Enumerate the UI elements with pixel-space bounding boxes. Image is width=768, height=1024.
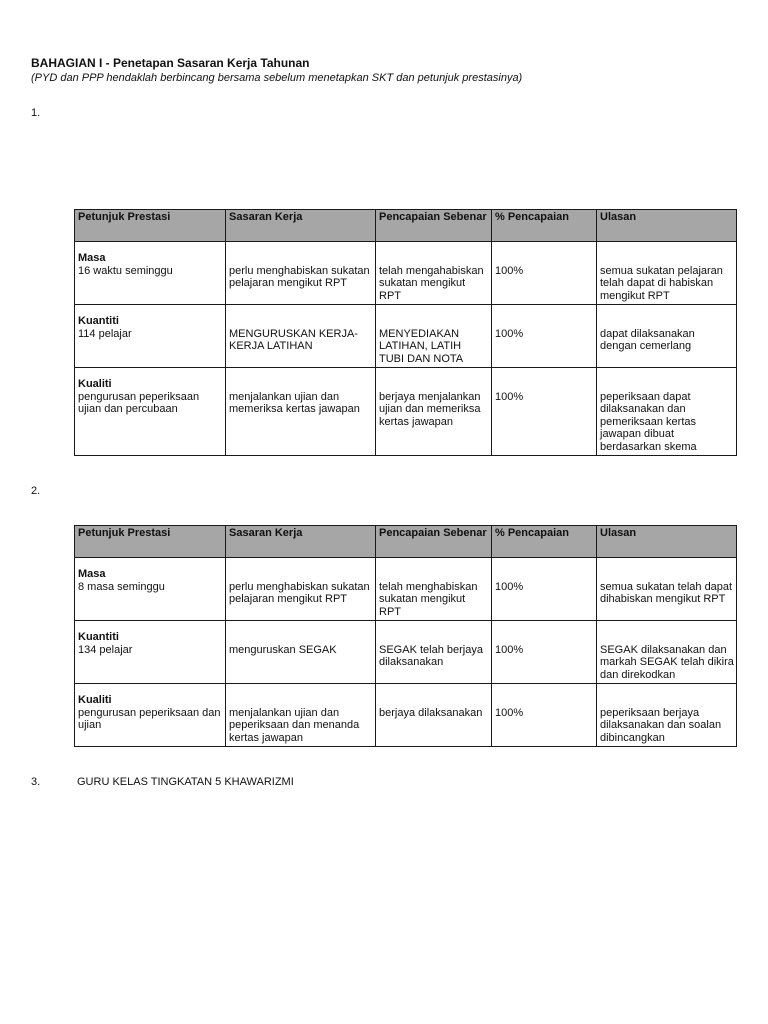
remark-text: peperiksaan dapat dilaksanakan dan pemeriksaan kertas jawapan dibuat berdasarkan skema (600, 390, 697, 453)
percent-text: 100% (495, 706, 524, 719)
skt-table-1 (74, 209, 737, 456)
target-cell (226, 242, 376, 305)
skt-table-2 (74, 525, 737, 747)
percent-text: 100% (495, 390, 524, 403)
target-cell (226, 305, 376, 368)
target-cell (226, 368, 376, 456)
remark-text: SEGAK dilaksanakan dan markah SEGAK telah dikira dan direkodkan (600, 643, 734, 681)
table-row (75, 621, 737, 684)
remark-text: peperiksaan berjaya dilaksanakan dan soalan dibincangkan (600, 706, 722, 744)
achievement-text: SEGAK telah berjaya dilaksanakan (379, 643, 483, 668)
remark-text: semua sukatan pelajaran telah dapat di habiskan mengikut RPT (600, 264, 723, 302)
table-header-row (75, 526, 737, 558)
table-header-row (75, 210, 737, 242)
target-text: perlu menghabiskan sukatan pelajaran mengikut RPT (229, 580, 370, 605)
target-cell (226, 621, 376, 684)
achievement-cell (376, 558, 492, 621)
header-percent: % Pencapaian (492, 526, 597, 558)
item-number-2: 2. (31, 485, 41, 497)
percent-cell (492, 242, 597, 305)
indicator-text: 134 pelajar (78, 643, 133, 656)
header-petunjuk: Petunjuk Prestasi (75, 526, 226, 558)
table-row (75, 368, 737, 456)
indicator-cell (75, 621, 226, 684)
indicator-cell (75, 558, 226, 621)
achievement-text: berjaya menjalankan ujian dan memeriksa kertas jawapan (379, 390, 481, 428)
indicator-text: pengurusan peperiksaan ujian dan percubaan (78, 390, 200, 415)
header-pencapaian: Pencapaian Sebenar (376, 526, 492, 558)
row-category-label: Masa (78, 568, 106, 580)
achievement-text: MENYEDIAKAN LATIHAN, LATIH TUBI DAN NOTA (379, 327, 464, 365)
remark-text: semua sukatan telah dapat dihabiskan mengikut RPT (600, 580, 733, 605)
remark-cell (597, 305, 737, 368)
table-row (75, 684, 737, 747)
item-number-1: 1. (31, 107, 41, 119)
percent-text: 100% (495, 327, 524, 340)
percent-cell (492, 368, 597, 456)
row-category-label: Kualiti (78, 694, 112, 706)
header-petunjuk: Petunjuk Prestasi (75, 210, 226, 242)
section-subtitle: (PYD dan PPP hendaklah berbincang bersama sebelum menetapkan SKT dan petunjuk prestasinya) (31, 72, 523, 84)
achievement-cell (376, 368, 492, 456)
remark-cell (597, 368, 737, 456)
row-category-label: Kualiti (78, 378, 112, 390)
remark-cell (597, 621, 737, 684)
remark-cell (597, 558, 737, 621)
target-text: menguruskan SEGAK (229, 643, 337, 656)
indicator-cell (75, 684, 226, 747)
achievement-cell (376, 305, 492, 368)
remark-cell (597, 684, 737, 747)
achievement-cell (376, 242, 492, 305)
target-text: menjalankan ujian dan memeriksa kertas jawapan (229, 390, 360, 415)
percent-text: 100% (495, 643, 524, 656)
achievement-cell (376, 684, 492, 747)
item-number-3: 3. (31, 776, 41, 788)
header-pencapaian: Pencapaian Sebenar (376, 210, 492, 242)
target-cell (226, 558, 376, 621)
percent-cell (492, 621, 597, 684)
indicator-cell (75, 368, 226, 456)
header-percent: % Pencapaian (492, 210, 597, 242)
section-title: BAHAGIAN I - Penetapan Sasaran Kerja Tahunan (31, 56, 310, 70)
row-category-label: Kuantiti (78, 631, 119, 643)
header-ulasan: Ulasan (597, 210, 737, 242)
target-text: perlu menghabiskan sukatan pelajaran mengikut RPT (229, 264, 370, 289)
percent-text: 100% (495, 264, 524, 277)
header-sasaran: Sasaran Kerja (226, 210, 376, 242)
achievement-cell (376, 621, 492, 684)
indicator-cell (75, 305, 226, 368)
indicator-text: 8 masa seminggu (78, 580, 165, 593)
indicator-text: pengurusan peperiksaan dan ujian (78, 706, 221, 731)
header-sasaran: Sasaran Kerja (226, 526, 376, 558)
indicator-text: 16 waktu seminggu (78, 264, 173, 277)
target-cell (226, 684, 376, 747)
percent-cell (492, 558, 597, 621)
remark-text: dapat dilaksanakan dengan cemerlang (600, 327, 695, 352)
percent-cell (492, 305, 597, 368)
indicator-text: 114 pelajar (78, 327, 132, 340)
table-row (75, 242, 737, 305)
remark-cell (597, 242, 737, 305)
percent-text: 100% (495, 580, 524, 593)
item-3-text: GURU KELAS TINGKATAN 5 KHAWARIZMI (77, 776, 294, 788)
header-ulasan: Ulasan (597, 526, 737, 558)
table-row (75, 558, 737, 621)
row-category-label: Masa (78, 252, 106, 264)
target-text: MENGURUSKAN KERJA-KERJA LATIHAN (229, 327, 358, 352)
target-text: menjalankan ujian dan peperiksaan dan menanda kertas jawapan (229, 706, 360, 744)
table-row (75, 305, 737, 368)
indicator-cell (75, 242, 226, 305)
row-category-label: Kuantiti (78, 315, 119, 327)
percent-cell (492, 684, 597, 747)
achievement-text: berjaya dilaksanakan (379, 706, 483, 719)
achievement-text: telah menghabiskan sukatan mengikut RPT (379, 580, 478, 618)
achievement-text: telah mengahabiskan sukatan mengikut RPT (379, 264, 484, 302)
